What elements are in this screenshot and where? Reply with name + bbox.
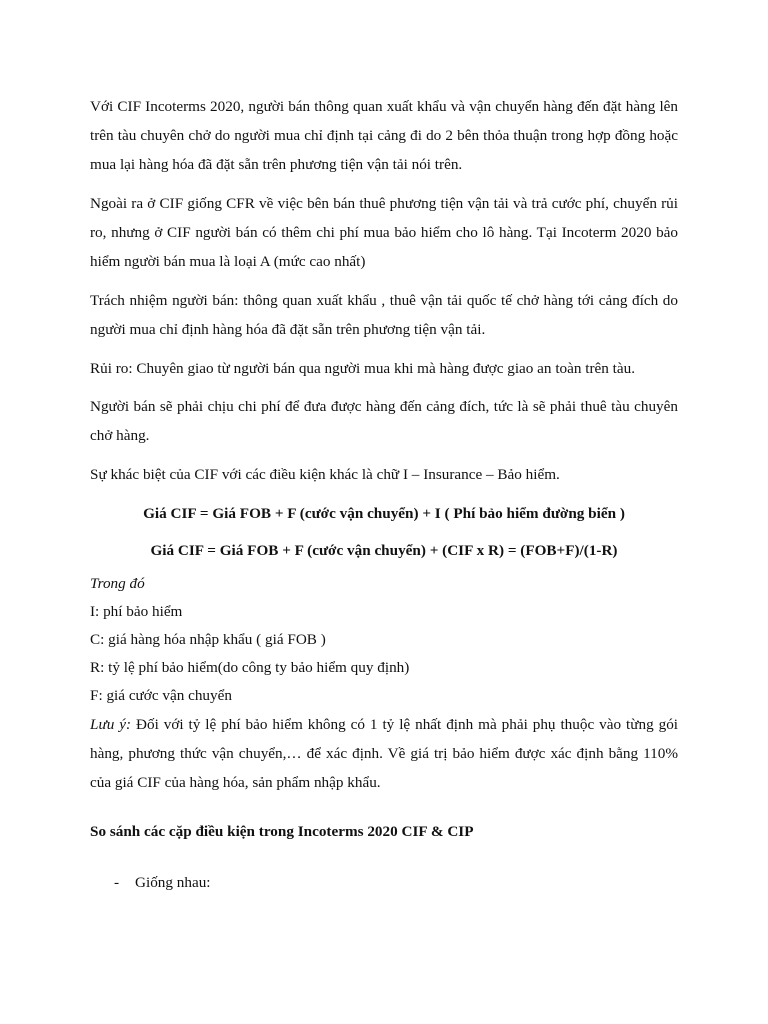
definition-item: F: giá cước vận chuyển bbox=[90, 687, 232, 704]
paragraph-risk-transfer: Rủi ro: Chuyên giao từ người bán qua người mua khi mà hàng được giao an toàn trên tàu. bbox=[90, 360, 636, 377]
bullet-item bbox=[90, 868, 678, 897]
note-paragraph bbox=[90, 710, 678, 797]
paragraph-seller-costs: Người bán sẽ phải chịu chi phí để đưa được hàng đến cảng đích, tức là sẽ phải thuê tàu chuyên chở hàng. bbox=[90, 398, 678, 444]
bullet-marker: - bbox=[114, 874, 120, 891]
definition-item: I: phí bảo hiểm bbox=[90, 603, 183, 620]
section-heading: So sánh các cặp điều kiện trong Incoterms 2020 CIF & CIP bbox=[90, 823, 474, 840]
paragraph-cif-difference: Sự khác biệt của CIF với các điều kiện khác là chữ I – Insurance – Bảo hiểm. bbox=[90, 466, 560, 483]
formula-cif-derived: Giá CIF = Giá FOB + F (cước vận chuyển) + (CIF x R) = (FOB+F)/(1-R) bbox=[150, 542, 618, 559]
bullet-text: Giống nhau: bbox=[135, 874, 211, 891]
definition-item: R: tỷ lệ phí bảo hiểm(do công ty bảo hiểm quy định) bbox=[90, 659, 410, 676]
note-text: Đối với tỷ lệ phí bảo hiểm không có 1 tỷ lệ nhất định mà phải phụ thuộc vào từng gói hàng, phương thức vận chuyển,… để xác định. Về giá trị bảo hiểm được xác định bằng 110% của giá CIF của hàng hóa, sản phẩm nhập khẩu. bbox=[90, 716, 679, 791]
note-label: Lưu ý: bbox=[90, 716, 132, 733]
paragraph-cif-vs-cfr: Ngoài ra ở CIF giống CFR về việc bên bán thuê phương tiện vận tải và trả cước phí, chuyển rủi ro, nhưng ở CIF người bán có thêm chi phí mua bảo hiểm cho lô hàng. Tại Incoterm 2020 bảo hiểm người bán mua là loại A (mức cao nhất) bbox=[90, 195, 678, 270]
formula-cif-basic: Giá CIF = Giá FOB + F (cước vận chuyển) + I ( Phí bảo hiểm đường biển ) bbox=[143, 505, 625, 522]
paragraph-seller-responsibility: Trách nhiệm người bán: thông quan xuất khẩu , thuê vận tải quốc tế chở hàng tới cảng đích do người mua chỉ định hàng hóa đã đặt sẵn trên phương tiện vận tải. bbox=[90, 292, 678, 338]
paragraph-cif-overview: Với CIF Incoterms 2020, người bán thông quan xuất khẩu và vận chuyển hàng đến đặt hàng lên trên tàu chuyên chở do người mua chỉ định tại cảng đi do 2 bên thỏa thuận trong hợp đồng hoặc mua lại hàng hóa đã đặt sẵn trên phương tiện vận tải nói trên. bbox=[90, 98, 678, 173]
where-label: Trong đó bbox=[90, 575, 145, 592]
document-page bbox=[90, 92, 678, 897]
definition-item: C: giá hàng hóa nhập khẩu ( giá FOB ) bbox=[90, 631, 326, 648]
